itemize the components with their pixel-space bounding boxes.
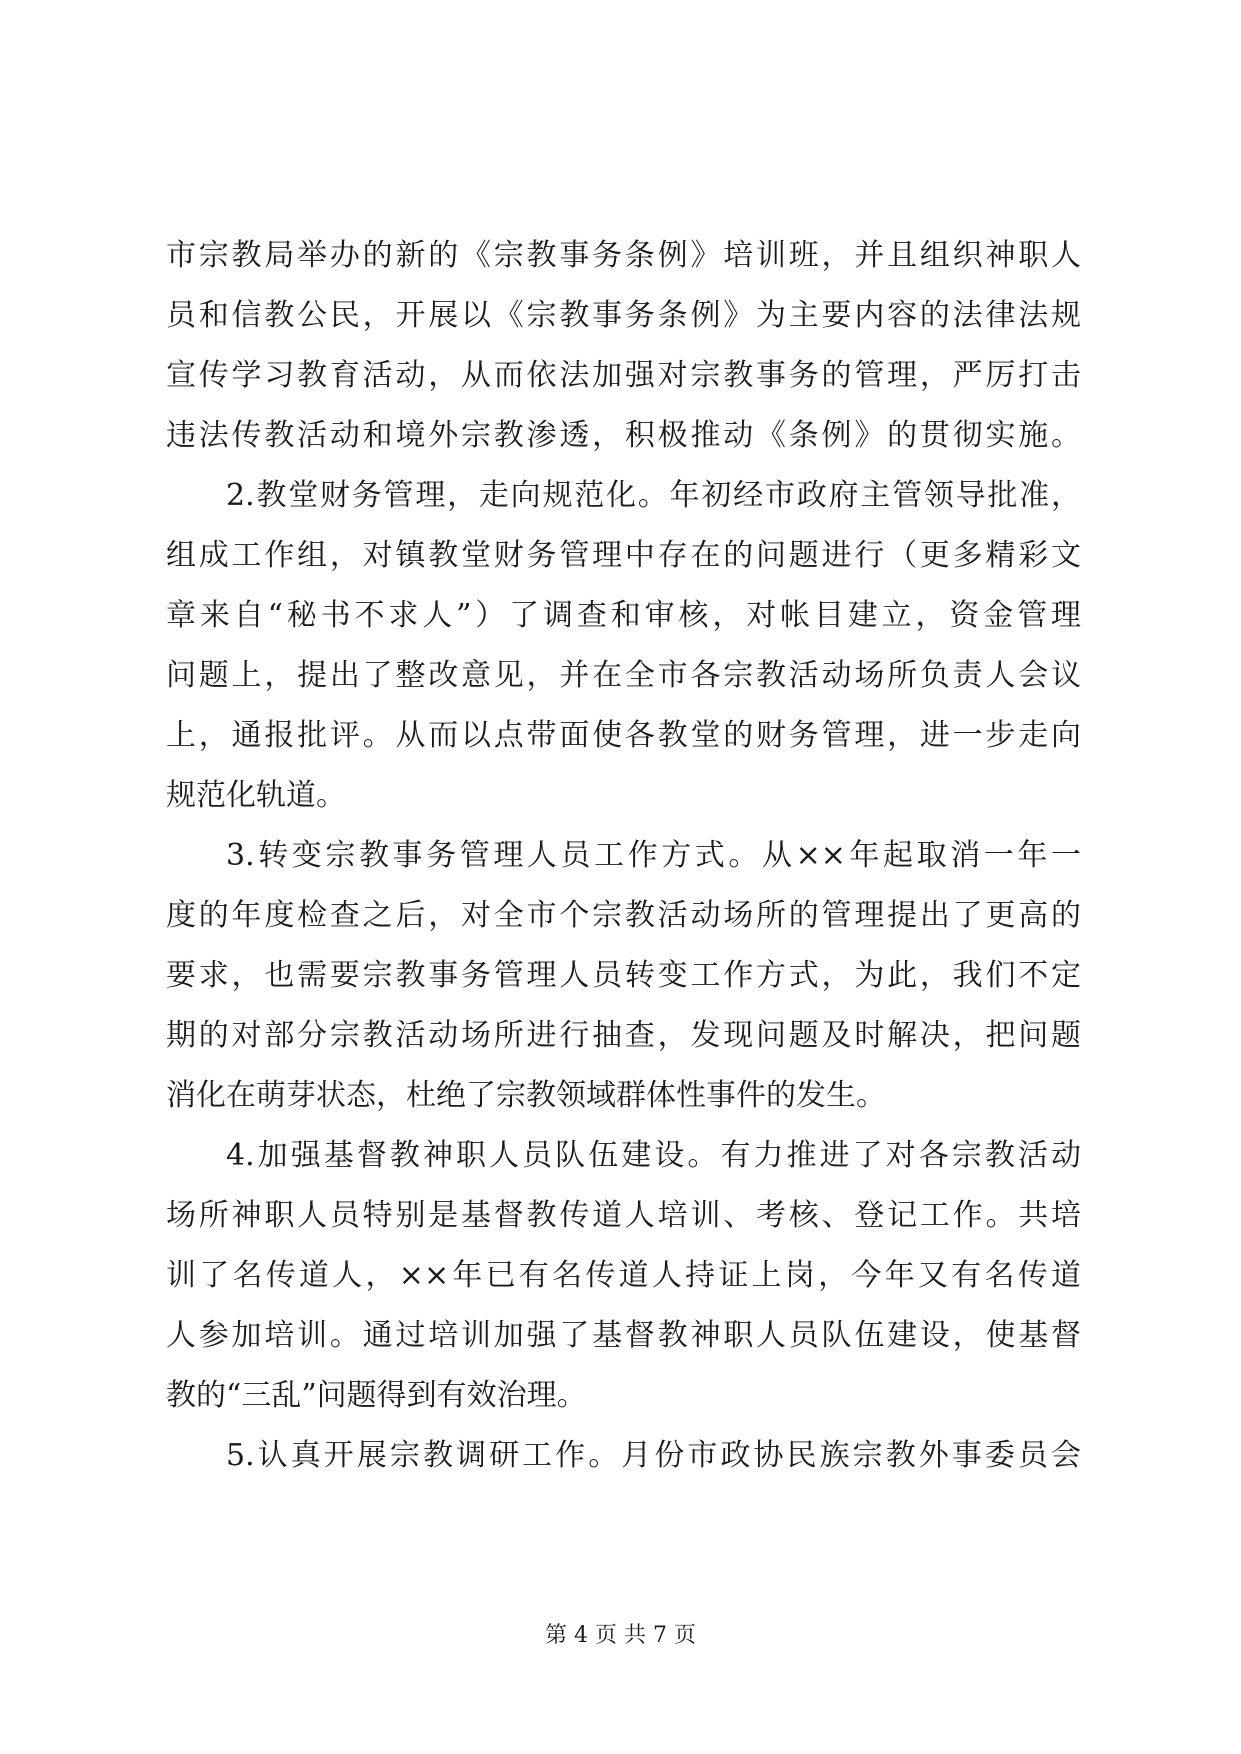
text-line: 教的“三乱”问题得到有效治理。	[166, 1378, 587, 1413]
text-line: 章来自“秘书不求人”）了调查和审核，对帐目建立，资金管理	[166, 598, 1081, 633]
text-line: 3.转变宗教事务管理人员工作方式。从××年起取消一年一	[226, 838, 1081, 873]
text-line: 要求，也需要宗教事务管理人员转变工作方式，为此，我们不定	[166, 958, 1081, 993]
text-line: 员和信教公民，开展以《宗教事务条例》为主要内容的法律法规	[166, 298, 1081, 333]
text-line: 组成工作组，对镇教堂财务管理中存在的问题进行（更多精彩文	[166, 538, 1081, 573]
text-line: 4.加强基督教神职人员队伍建设。有力推进了对各宗教活动	[226, 1138, 1081, 1173]
text-line: 人参加培训。通过培训加强了基督教神职人员队伍建设，使基督	[166, 1318, 1081, 1353]
text-line: 市宗教局举办的新的《宗教事务条例》培训班，并且组织神职人	[166, 238, 1081, 273]
text-line: 规范化轨道。	[166, 778, 346, 813]
text-line: 上，通报批评。从而以点带面使各教堂的财务管理，进一步走向	[166, 718, 1081, 753]
text-line: 5.认真开展宗教调研工作。月份市政协民族宗教外事委员会	[226, 1438, 1081, 1473]
text-line: 度的年度检查之后，对全市个宗教活动场所的管理提出了更高的	[166, 898, 1081, 933]
document-body	[166, 226, 1081, 1486]
text-line: 消化在萌芽状态，杜绝了宗教领域群体性事件的发生。	[166, 1078, 886, 1113]
text-line: 2.教堂财务管理，走向规范化。年初经市政府主管领导批准，	[226, 478, 1081, 513]
text-line: 违法传教活动和境外宗教渗透，积极推动《条例》的贯彻实施。	[166, 418, 1081, 453]
text-line: 训了名传道人，××年已有名传道人持证上岗，今年又有名传道	[166, 1258, 1081, 1293]
text-line: 问题上，提出了整改意见，并在全市各宗教活动场所负责人会议	[166, 658, 1081, 693]
text-line: 场所神职人员特别是基督教传道人培训、考核、登记工作。共培	[166, 1198, 1081, 1233]
page-footer: 第 4 页 共 7 页	[545, 1623, 696, 1648]
text-line: 期的对部分宗教活动场所进行抽查，发现问题及时解决，把问题	[166, 1018, 1081, 1053]
text-line: 宣传学习教育活动，从而依法加强对宗教事务的管理，严厉打击	[166, 358, 1081, 393]
